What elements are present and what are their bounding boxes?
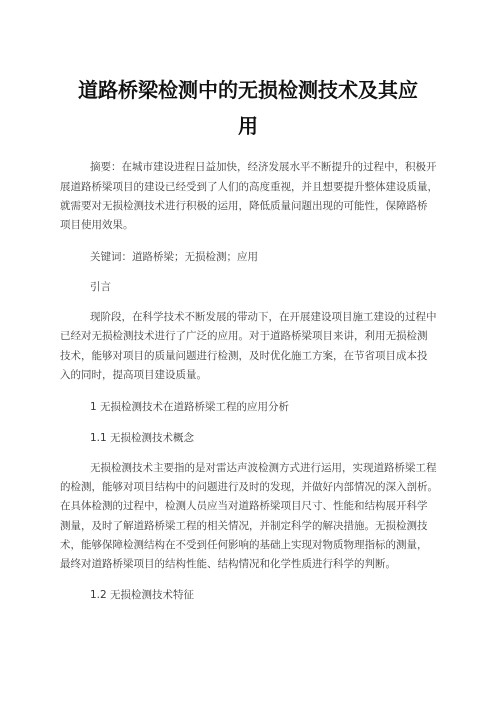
intro-line-1: 现阶段，在科学技术不断发展的带动下，在开展建设项目施工建设的过程中 [90,311,437,323]
keywords: 关键词：道路桥梁；无损检测；应用 [90,251,258,263]
intro-line-3: 技术，能够对项目的质量问题进行检测，及时优化施工方案，在节省项目成本投 [60,350,428,362]
abstract-line-3: 就需要对无损检测技术进行积极的运用，降低质量问题出现的可能性，保障路桥 [60,200,428,212]
intro-heading: 引言 [90,281,111,293]
document-title-line-2: 用 [238,114,258,138]
document-title-line-1: 道路桥梁检测中的无损检测技术及其应 [78,78,418,102]
section-1-2-heading: 1.2 无损检测技术特征 [90,589,195,601]
intro-line-4: 入的同时，提高项目建设质量。 [60,369,207,381]
intro-line-2: 已经对无损检测技术进行了广泛的应用。对于道路桥梁项目来讲，利用无损检测 [60,330,428,342]
section-1-1-line-1: 无损检测技术主要指的是对雷达声波检测方式进行运用，实现道路桥梁工程 [90,462,437,474]
section-1-1-line-4: 测量，及时了解道路桥梁工程的相关情况，并制定科学的解决措施。无损检测技 [60,520,428,532]
section-1-1-line-2: 的检测，能够对项目结构中的问题进行及时的发现，并做好内部情况的深入剖析。 [60,481,438,493]
section-1-1-line-5: 术，能够保障检测结构在不受到任何影响的基础上实现对物质物理指标的测量， [60,539,428,551]
section-1-heading: 1 无损检测技术在道路桥梁工程的应用分析 [90,401,290,413]
section-1-1-line-3: 在具体检测的过程中，检测人员应当对道路桥梁项目尺寸、性能和结构展开科学 [60,500,428,512]
abstract-line-4: 项目使用效果。 [60,219,134,231]
abstract-line-2: 展道路桥梁项目的建设已经受到了人们的高度重视，并且想要提升整体建设质量， [60,181,438,193]
section-1-1-line-6: 最终对道路桥梁项目的结构性能、结构情况和化学性质进行科学的判断。 [60,558,396,570]
section-1-1-heading: 1.1 无损检测技术概念 [90,432,195,444]
abstract-line-1: 摘要：在城市建设进程日益加快，经济发展水平不断提升的过程中，积极开 [90,161,437,173]
